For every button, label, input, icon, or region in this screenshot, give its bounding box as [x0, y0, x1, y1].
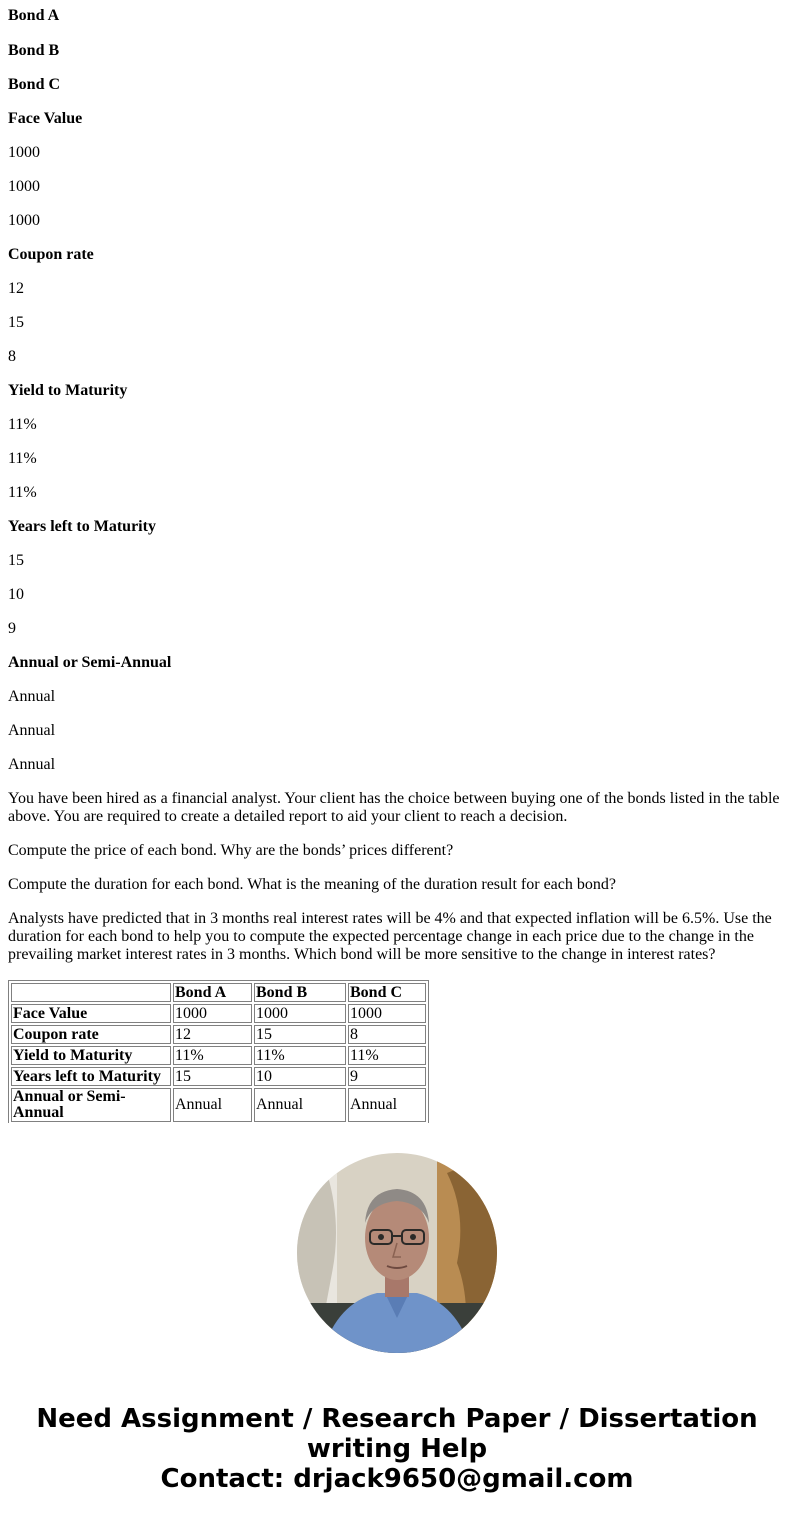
document-content [8, 0, 786, 1123]
value-cell: 10 [254, 1067, 346, 1086]
promo-contact: Contact: drjack9650@gmail.com [160, 1464, 634, 1494]
field-value: 11% [8, 484, 37, 501]
promo-line-1: Need Assignment / Research Paper / Dissertation [36, 1404, 758, 1434]
field-label: Bond B [8, 42, 60, 59]
value-cell: 11% [254, 1046, 346, 1065]
field-label: Annual or Semi-Annual [8, 654, 172, 671]
field-label: Face Value [8, 110, 83, 127]
field-value: 1000 [8, 144, 40, 161]
table-header-cell: Bond B [254, 983, 346, 1002]
value-cell: Annual [254, 1088, 346, 1122]
promo-line-2: writing Help [306, 1434, 488, 1464]
field-value: 11% [8, 416, 37, 433]
instruction-paragraph: Analysts have predicted that in 3 months real interest rates will be 4% and that expected inflation will be 6.5%. Use the duration for each bond to help you to compute the expected percentage change in each price due to the change in the prevailing market interest rates in 3 months. Which bond will be more sensitive to the change in interest rates? [8, 910, 772, 963]
field-label: Bond C [8, 76, 61, 93]
value-cell: 11% [348, 1046, 426, 1065]
table-header-cell: Bond C [348, 983, 426, 1002]
value-cell: 1000 [348, 1004, 426, 1023]
field-label: Years left to Maturity [8, 518, 156, 535]
instruction-paragraph: Compute the price of each bond. Why are the bonds’ prices different? [8, 842, 454, 859]
tutor-portrait-image [297, 1153, 497, 1353]
field-value: 10 [8, 586, 24, 603]
value-cell: Annual [348, 1088, 426, 1122]
field-value: 9 [8, 620, 16, 637]
value-cell: 15 [254, 1025, 346, 1044]
table-row [11, 1025, 426, 1044]
field-value: 1000 [8, 212, 40, 229]
row-label-cell: Face Value [11, 1004, 171, 1023]
field-value: Annual [8, 756, 56, 773]
field-value: 12 [8, 280, 24, 297]
field-value: 15 [8, 552, 24, 569]
table-row [11, 1046, 426, 1065]
table-row [11, 1088, 426, 1122]
bond-comparison-table [8, 980, 429, 1123]
promo-message [0, 1404, 794, 1494]
field-value: Annual [8, 688, 56, 705]
field-label: Bond A [8, 7, 60, 24]
field-value: 15 [8, 314, 24, 331]
value-cell: 15 [173, 1067, 252, 1086]
table-header-cell: Bond A [173, 983, 252, 1002]
field-label: Coupon rate [8, 246, 94, 263]
field-value: Annual [8, 722, 56, 739]
assignment-instructions [8, 790, 786, 964]
instruction-paragraph: Compute the duration for each bond. What is the meaning of the duration result for each bond? [8, 876, 616, 893]
row-label-cell: Coupon rate [11, 1025, 171, 1044]
field-value: 8 [8, 348, 16, 365]
table-header-row [11, 983, 426, 1002]
row-label-cell: Years left to Maturity [11, 1067, 171, 1086]
row-label-cell: Annual or Semi-Annual [11, 1088, 171, 1122]
field-value: 1000 [8, 178, 40, 195]
value-cell: 1000 [254, 1004, 346, 1023]
instruction-paragraph: You have been hired as a financial analyst. Your client has the choice between buying one of the bonds listed in the table above. You are required to create a detailed report to aid your client to reach a decision. [8, 790, 780, 825]
value-cell: 12 [173, 1025, 252, 1044]
field-value: 11% [8, 450, 37, 467]
promo-banner [0, 1123, 794, 1523]
table-row [11, 1067, 426, 1086]
tutor-avatar [297, 1153, 497, 1353]
row-label-cell: Yield to Maturity [11, 1046, 171, 1065]
bond-field-list [8, 0, 786, 782]
value-cell: Annual [173, 1088, 252, 1122]
table-row [11, 1004, 426, 1023]
value-cell: 8 [348, 1025, 426, 1044]
field-label: Yield to Maturity [8, 382, 128, 399]
value-cell: 1000 [173, 1004, 252, 1023]
table-header-cell [11, 983, 171, 1002]
value-cell: 11% [173, 1046, 252, 1065]
value-cell: 9 [348, 1067, 426, 1086]
